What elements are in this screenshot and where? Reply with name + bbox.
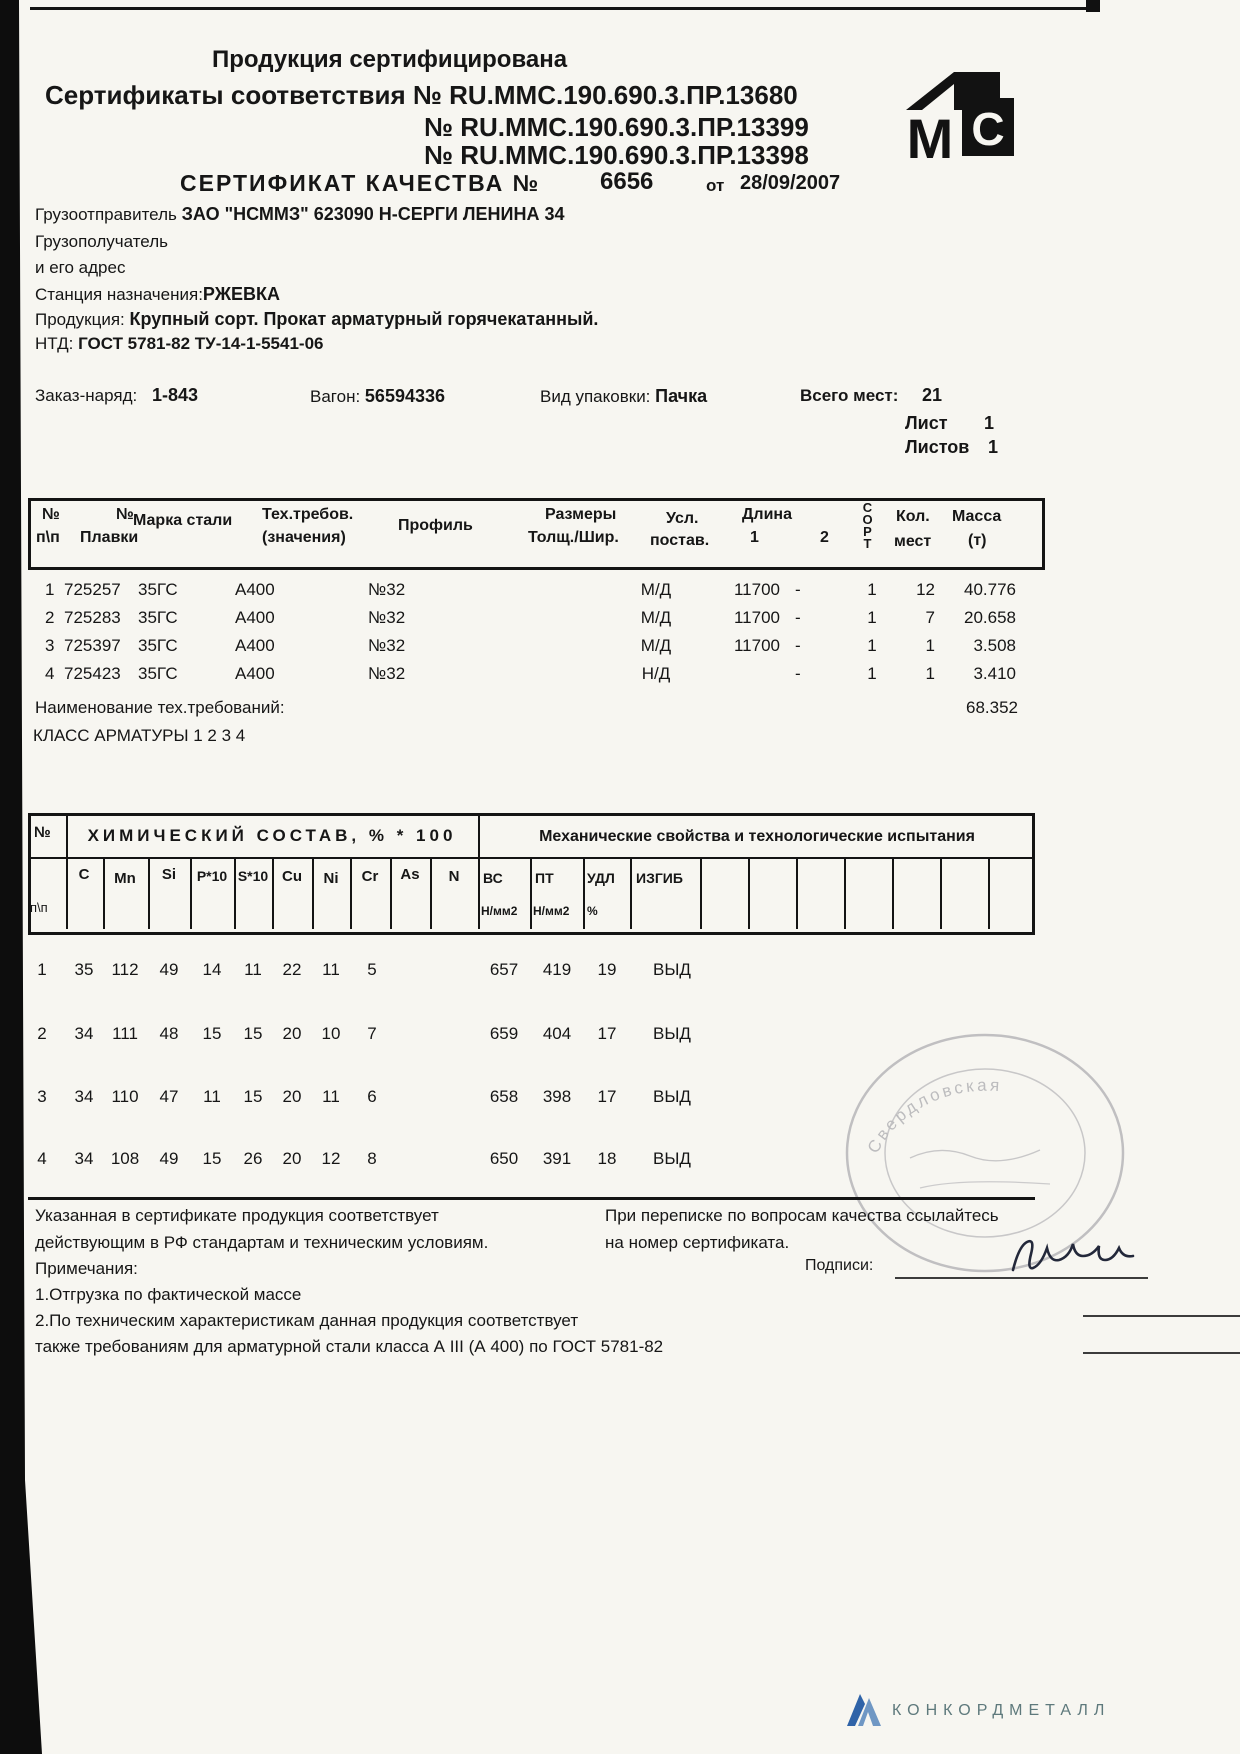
mech-col-vs-bot: Н/мм2 (481, 904, 518, 918)
svg-text:Свердловская: Свердловская (863, 1075, 1003, 1157)
row-mass: 40.776 (964, 580, 1016, 599)
row-profile: №32 (368, 636, 406, 655)
main-h-mass-top: Масса (952, 508, 1002, 525)
mech-col-pt-top: ПТ (535, 870, 554, 886)
sheet-label: Лист (905, 413, 948, 433)
mc-logo (900, 70, 1022, 172)
main-h-melt-top: № (116, 506, 134, 523)
footer-left-2: действующим в РФ стандартам и техническим условиям. (35, 1233, 489, 1252)
chem-col-ni: Ni (323, 870, 339, 887)
ntd-value: ГОСТ 5781-82 ТУ-14-1-5541-06 (78, 334, 324, 353)
mech-vs: 657 (489, 960, 519, 979)
row-melt: 725257 (64, 580, 121, 599)
row-mass: 3.508 (973, 636, 1016, 655)
chem-p: 11 (203, 1087, 221, 1106)
cert-line-1 (45, 80, 798, 111)
row-n: 4 (45, 664, 55, 683)
row-len1: 11700 (733, 608, 781, 627)
row-cond: М/Д (640, 580, 672, 599)
mech-col-udl-bot: % (587, 904, 598, 918)
signature-line-3 (1083, 1352, 1240, 1354)
chem-n: 4 (37, 1149, 47, 1168)
product-value: Крупный сорт. Прокат арматурный горячекатанный. (129, 309, 599, 329)
cert-number-1: № RU.MMC.190.690.3.ПР.13680 (412, 80, 798, 110)
main-h-size-top: Размеры (545, 506, 617, 523)
mech-izgib: ВЫД (653, 1024, 691, 1043)
mech-vline (844, 859, 846, 929)
places-value: 21 (922, 385, 943, 405)
chem-cr: 5 (367, 960, 377, 979)
row-places: 1 (925, 664, 935, 683)
chem-p: 14 (202, 960, 222, 979)
wagon-row (310, 386, 445, 407)
main-h-cond-top: Усл. (666, 510, 699, 527)
certificate-number: 6656 (600, 168, 654, 195)
product-label: Продукция: (35, 310, 125, 329)
chem-cu: 20 (282, 1087, 302, 1106)
packing-value: Пачка (655, 386, 708, 406)
main-h-len2: 2 (820, 529, 829, 546)
note-3: также требованиям для арматурной стали класса А III (А 400) по ГОСТ 5781-82 (35, 1337, 664, 1356)
wagon-label: Вагон: (310, 387, 361, 406)
chem-si: 47 (159, 1087, 179, 1106)
chem-ni: 10 (321, 1024, 341, 1043)
row-profile: №32 (368, 580, 406, 599)
order-label: Заказ-наряд: (35, 386, 138, 405)
chem-c: 35 (74, 960, 94, 979)
main-h-num-top: № (42, 506, 60, 523)
chem-col-si: Si (161, 866, 177, 883)
note-2: 2.По техническим характеристикам данная продукция соответствует (35, 1311, 579, 1330)
row-tech: А400 (235, 636, 275, 655)
consignee-addr-label: и его адрес (35, 258, 126, 277)
station-label: Станция назначения: (35, 285, 203, 304)
chem-num-top: № (34, 824, 51, 841)
row-mass: 20.658 (964, 608, 1016, 627)
shipper-value: ЗАО "НСММЗ" 623090 Н-СЕРГИ ЛЕНИНА 34 (181, 204, 565, 224)
mech-col-udl-top: УДЛ (587, 870, 615, 886)
note-1: 1.Отгрузка по фактической массе (35, 1285, 302, 1304)
places-label: Всего мест: (800, 386, 899, 405)
main-h-num-bot: п\п (36, 529, 60, 546)
row-places: 1 (925, 636, 935, 655)
station-value: РЖЕВКА (202, 284, 280, 304)
row-len2: - (795, 664, 801, 683)
chem-cr: 7 (367, 1024, 377, 1043)
chem-si: 49 (159, 960, 179, 979)
mech-col-vs-top: ВС (483, 870, 503, 886)
mech-vline (940, 859, 942, 929)
packing-row (540, 386, 707, 407)
consignee-label: Грузополучатель (35, 232, 168, 251)
sheets-value: 1 (988, 437, 999, 457)
chem-title: ХИМИЧЕСКИЙ СОСТАВ, % * 100 (87, 826, 457, 845)
chem-mn: 110 (111, 1087, 139, 1106)
order-value: 1-843 (152, 385, 199, 405)
chem-vline (350, 859, 352, 929)
chem-s: 15 (243, 1024, 263, 1043)
row-cond: Н/Д (641, 664, 671, 683)
main-h-sort: СОРТ (862, 500, 873, 551)
main-h-cond-bot: постав. (650, 532, 710, 549)
chem-col-as: As (400, 866, 420, 883)
row-tech: А400 (235, 580, 275, 599)
row-n: 1 (45, 580, 55, 599)
chem-mn: 112 (111, 960, 139, 979)
cert-number-3: № RU.MMC.190.690.3.ПР.13398 (424, 140, 809, 170)
chem-s: 11 (244, 960, 262, 979)
footer-right-2: на номер сертификата. (605, 1233, 790, 1252)
chem-vline (103, 859, 105, 929)
row-len2: - (795, 580, 801, 599)
row-melt: 725283 (64, 608, 121, 627)
mech-udl: 17 (597, 1024, 617, 1043)
main-h-melt-bot: Плавки (80, 529, 139, 546)
mech-col-pt-bot: Н/мм2 (533, 904, 570, 918)
mech-vs: 650 (489, 1149, 519, 1168)
chem-n: 2 (37, 1024, 47, 1043)
chem-col-s: S*10 (237, 868, 269, 884)
ntd-label: НТД: (35, 334, 74, 353)
row-melt: 725423 (64, 664, 121, 683)
main-h-tech-top: Тех.требов. (262, 506, 354, 523)
footer-rule (28, 1197, 1035, 1200)
product-row (35, 309, 598, 330)
chem-ni: 12 (321, 1149, 341, 1168)
row-grade: 35ГС (138, 664, 178, 683)
row-sort: 1 (867, 608, 877, 627)
brand-logo-icon (845, 1692, 883, 1728)
chem-vline (234, 859, 236, 929)
row-grade: 35ГС (138, 636, 178, 655)
chem-cr: 6 (367, 1087, 377, 1106)
chem-vline (272, 859, 274, 929)
main-h-size-bot: Толщ./Шир. (528, 529, 619, 546)
total-mass: 68.352 (966, 698, 1018, 717)
certificate-date-prefix: от (706, 176, 725, 195)
row-sort: 1 (867, 636, 877, 655)
mech-vline (748, 859, 750, 929)
chem-col-mn: Mn (114, 870, 136, 887)
sheets-label: Листов (905, 437, 970, 457)
mech-vline (892, 859, 894, 929)
chem-s: 15 (243, 1087, 263, 1106)
cert-number-2: № RU.MMC.190.690.3.ПР.13399 (424, 112, 809, 142)
chem-vline (312, 859, 314, 929)
mech-pt: 404 (542, 1024, 572, 1043)
tech-req-value: КЛАСС АРМАТУРЫ 1 2 3 4 (33, 726, 246, 745)
chem-col-p: P*10 (196, 868, 228, 884)
chem-mn: 111 (112, 1024, 138, 1043)
row-len1: 11700 (733, 636, 781, 655)
chem-si: 49 (159, 1149, 179, 1168)
row-grade: 35ГС (138, 580, 178, 599)
notes-label: Примечания: (35, 1259, 138, 1278)
main-h-tech-bot: (значения) (262, 529, 346, 546)
mech-pt: 419 (542, 960, 572, 979)
main-h-len1: 1 (750, 529, 759, 546)
chem-n: 3 (37, 1087, 47, 1106)
mech-vline (700, 859, 702, 929)
row-grade: 35ГС (138, 608, 178, 627)
scan-spot-top-right (1086, 0, 1100, 12)
chem-c: 34 (74, 1024, 94, 1043)
chem-cu: 22 (282, 960, 302, 979)
row-len1: 11700 (733, 580, 781, 599)
shipper-row (35, 204, 565, 225)
mech-title: Механические свойства и технологические испытания (539, 828, 975, 845)
mech-pt: 391 (542, 1149, 572, 1168)
wagon-value: 56594336 (364, 386, 446, 406)
main-h-mass-bot: (т) (968, 532, 987, 549)
chem-num-bot: п\п (30, 900, 48, 915)
main-h-len: Длина (742, 506, 792, 523)
row-profile: №32 (368, 664, 406, 683)
svg-text:М: М (906, 107, 954, 170)
sheet-value: 1 (984, 413, 995, 433)
ntd-row (35, 334, 323, 354)
svg-text:С: С (971, 103, 1005, 155)
scan-top-edge (30, 7, 1093, 10)
chem-vline (190, 859, 192, 929)
chem-p: 15 (202, 1024, 222, 1043)
row-tech: А400 (235, 664, 275, 683)
chem-col-c: C (78, 866, 90, 883)
chem-ni: 11 (322, 960, 340, 979)
chem-mn: 108 (110, 1149, 140, 1168)
chem-p: 15 (202, 1149, 222, 1168)
chem-vline (148, 859, 150, 929)
mech-udl: 19 (597, 960, 617, 979)
chem-c: 34 (74, 1149, 94, 1168)
footer-left-1: Указанная в сертификате продукция соответствует (35, 1206, 439, 1225)
mech-pt: 398 (542, 1087, 572, 1106)
chem-vline (66, 813, 68, 929)
chem-cu: 20 (282, 1024, 302, 1043)
main-h-qty-top: Кол. (896, 508, 930, 525)
tech-req-label: Наименование тех.требований: (35, 698, 285, 717)
handwritten-signature (1005, 1228, 1155, 1288)
chem-cr: 8 (367, 1149, 377, 1168)
chem-vline (390, 859, 392, 929)
row-profile: №32 (368, 608, 406, 627)
chem-si: 48 (159, 1024, 179, 1043)
brand-name: КОНКОРДМЕТАЛЛ (892, 1702, 1111, 1719)
row-len2: - (795, 636, 801, 655)
chem-ni: 11 (322, 1087, 340, 1106)
signatures-label: Подписи: (805, 1257, 874, 1274)
station-row (35, 284, 280, 305)
mech-izgib: ВЫД (653, 960, 691, 979)
chem-cu: 20 (282, 1149, 302, 1168)
chem-vline (430, 859, 432, 929)
mech-vs: 659 (489, 1024, 519, 1043)
mech-udl: 17 (597, 1087, 617, 1106)
row-places: 7 (925, 608, 935, 627)
packing-label: Вид упаковки: (540, 387, 651, 406)
row-len2: - (795, 608, 801, 627)
row-tech: А400 (235, 608, 275, 627)
mech-izgib: ВЫД (653, 1087, 691, 1106)
chem-col-cr: Cr (361, 868, 379, 885)
certificate-date: 28/09/2007 (740, 172, 841, 194)
mech-vline (630, 859, 632, 929)
cert-label: Сертификаты соответствия (45, 80, 406, 110)
row-mass: 3.410 (973, 664, 1016, 683)
certified-line: Продукция сертифицирована (212, 46, 568, 73)
mech-vline (796, 859, 798, 929)
mech-udl: 18 (597, 1149, 617, 1168)
shipper-label: Грузоотправитель (35, 205, 177, 224)
chem-s: 26 (243, 1149, 263, 1168)
mech-col-izgib: ИЗГИБ (636, 870, 683, 886)
row-places: 12 (916, 580, 935, 599)
mech-vline (988, 859, 990, 929)
chem-n: 1 (37, 960, 47, 979)
mech-vline (530, 859, 532, 929)
main-h-grade: Марка стали (133, 512, 233, 529)
mech-vline (583, 859, 585, 929)
row-melt: 725397 (64, 636, 121, 655)
chem-col-n: N (448, 868, 460, 885)
mech-izgib: ВЫД (653, 1149, 691, 1168)
row-sort: 1 (867, 664, 877, 683)
main-h-profile: Профиль (398, 517, 473, 534)
signature-line-2 (1083, 1315, 1240, 1317)
chem-c: 34 (74, 1087, 94, 1106)
certificate-title: СЕРТИФИКАТ КАЧЕСТВА № (180, 170, 541, 196)
mech-vs: 658 (489, 1087, 519, 1106)
footer-right-1: При переписке по вопросам качества ссылайтесь (605, 1206, 999, 1225)
row-n: 2 (45, 608, 55, 627)
row-sort: 1 (867, 580, 877, 599)
row-cond: М/Д (640, 608, 672, 627)
chem-col-cu: Cu (282, 868, 302, 885)
main-h-qty-bot: мест (894, 533, 932, 550)
row-n: 3 (45, 636, 55, 655)
chem-vline (478, 813, 480, 929)
row-cond: М/Д (640, 636, 672, 655)
